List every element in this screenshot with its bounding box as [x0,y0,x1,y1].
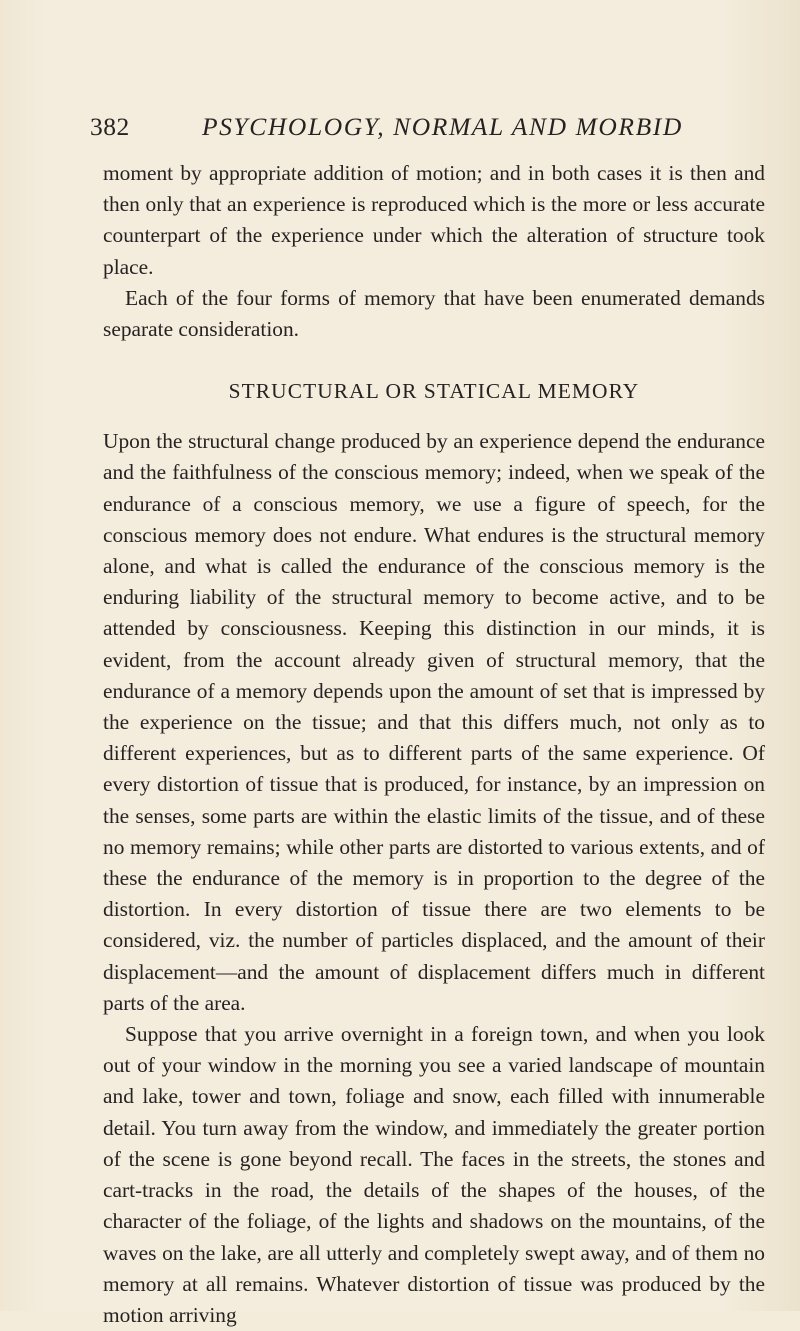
running-title: PSYCHOLOGY, NORMAL AND MORBID [202,112,683,141]
paragraph-structural-memory: Upon the structural change produced by an experience depend the endurance and the faithfulness of the conscious memory; indeed, when we speak of the endurance of a conscious memory, we use a figure of speech, for the conscious memory does not endure. What endures is the structural memory alone, and what is called the endurance of the conscious memory is the enduring liability of the structural memory to become active, and to be attended by consciousness. Keeping this distinction in our minds, it is evident, from the account already given of structural memory, that the endurance of a memory depends upon the amount of set that is impressed by the experience on the tissue; and that this differs much, not only as to different experiences, but as to different parts of the same experience. Of every distortion of tissue that is produced, for instance, by an impression on the senses, some parts are within the elastic limits of the tissue, and of these no memory remains; while other parts are distorted to various extents, and of these the endurance of the memory is in proportion to the degree of the distortion. In every distortion of tissue there are two elements to be considered, viz. the number of particles displaced, and the amount of their displacement—and the amount of displacement differs much in different parts of the area. [103,429,765,1015]
body-text [103,158,765,1331]
paragraph-suppose: Suppose that you arrive overnight in a foreign town, and when you look out of your window in the morning you see a varied landscape of mountain and lake, tower and town, foliage and snow, each filled with innumerable detail. You turn away from the window, and immediately the greater portion of the scene is gone beyond recall. The faces in the streets, the stones and cart-tracks in the road, the details of the shapes of the houses, of the character of the foliage, of the lights and shadows on the mountains, of the waves on the lake, are all utterly and completely swept away, and of them no memory at all remains. Whatever distortion of tissue was produced by the motion arriving [103,1022,765,1327]
page-number: 382 [90,112,130,141]
paragraph-continued: moment by appropriate addition of motion; and in both cases it is then and then only that an experience is reproduced which is the more or less accurate counterpart of the experience under which the alteration of structure took place. [103,161,765,279]
running-head [90,112,730,148]
paragraph-forms-of-memory: Each of the four forms of memory that have been enumerated demands separate consideration. [103,285,765,342]
section-heading: STRUCTURAL OR STATICAL MEMORY [228,379,640,404]
